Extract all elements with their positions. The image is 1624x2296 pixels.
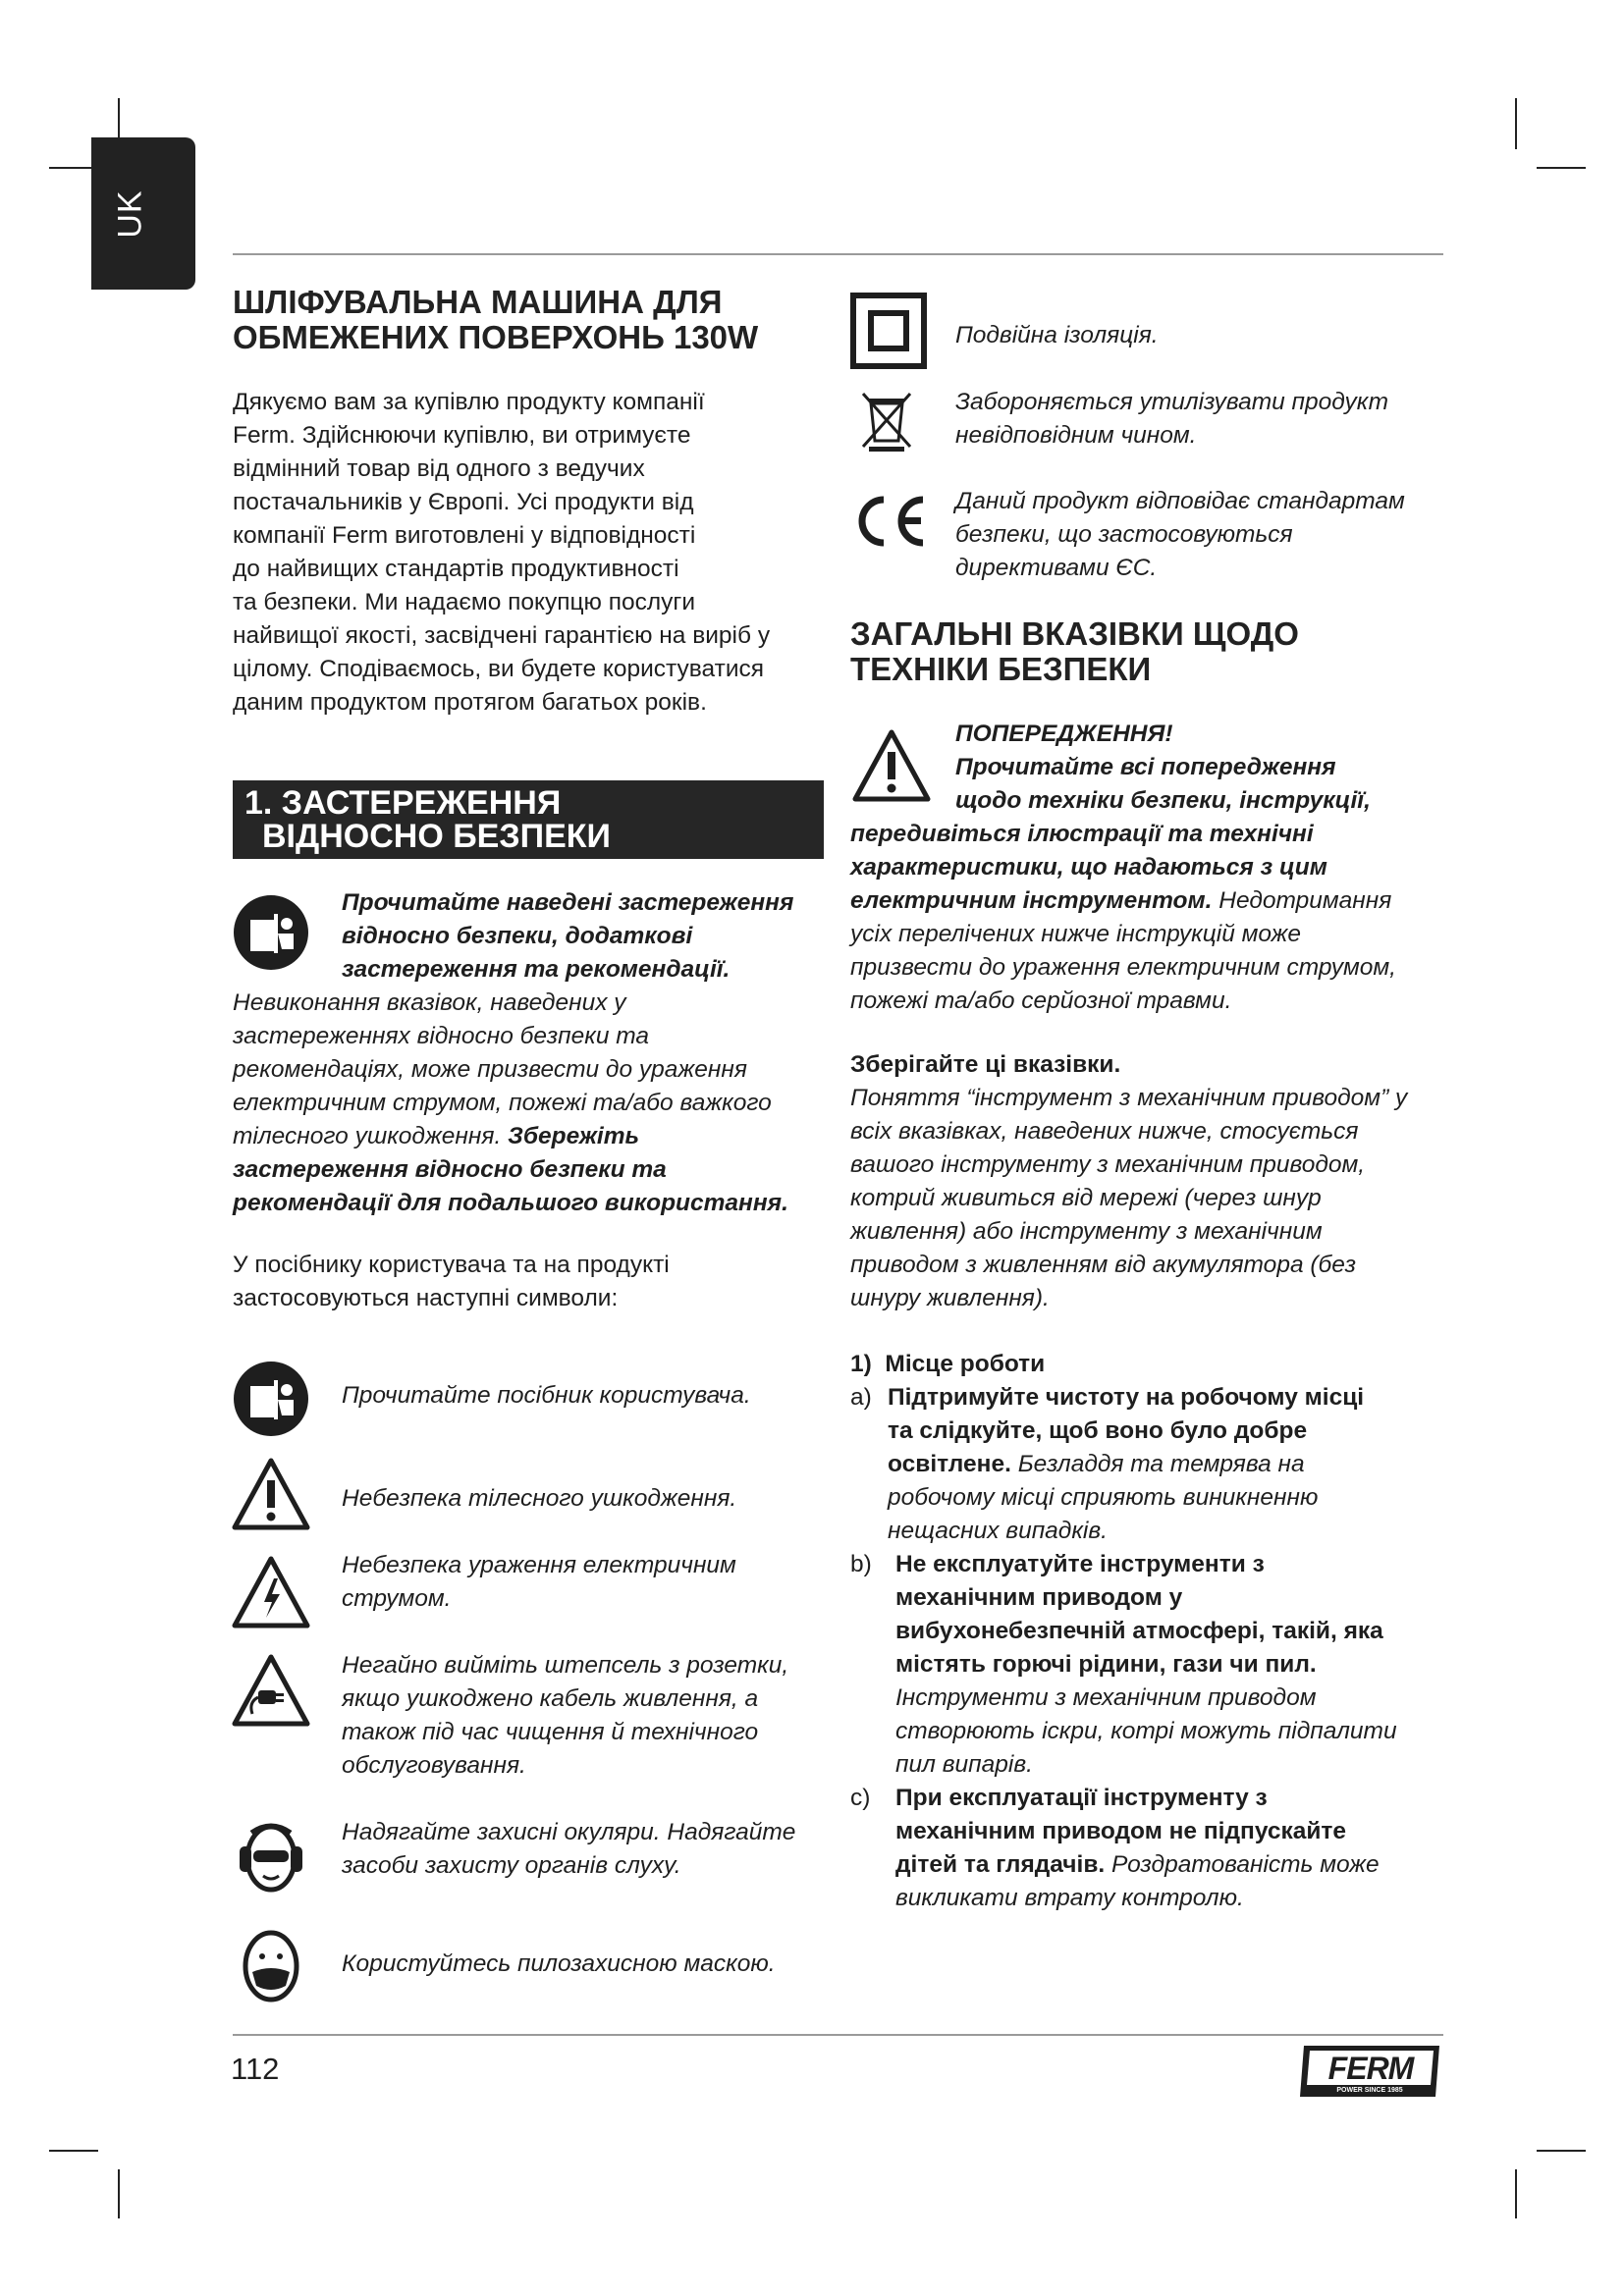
product-title: ШЛІФУВАЛЬНА МАШИНА ДЛЯ ОБМЕЖЕНИХ ПОВЕРХОНЬ 130W (233, 284, 759, 355)
symbol-text: Небезпека ураження електричним струмом. (342, 1552, 736, 1612)
keep-instructions-text: Поняття “інструмент з механічним приводом” у всіх вказівках, наведених нижче, стосується вашого інструменту з механічним приводом, котрий живиться від мережі (через шнур живлення) або інструменту з механічним приводом з живленням від акумулятора (без шнуру живлення). (850, 1085, 1408, 1311)
section-2-heading: ЗАГАЛЬНІ ВКАЗІВКИ ЩОДО ТЕХНІКИ БЕЗПЕКИ (850, 615, 1299, 687)
intro-paragraph: Дякуємо вам за купівлю продукту компанії Ferm. Здійснюючи купівлю, ви отримуєте відмінний товар від одного з ведучих постачальників у Європі. Усі продукти від компанії Ferm виготовлені у відповідності до найвищих стандартів продуктивності та безпеки. Ми надаємо покупцю послуги найвищої якості, засвідчені гарантією на виріб у цілому. Сподіваємось, ви будете користуватися даним продуктом протягом багатьох років. (233, 389, 771, 716)
crop-mark (118, 2169, 120, 2218)
page-number: 112 (231, 2052, 280, 2086)
dust-mask-icon (236, 1924, 306, 2006)
workplace-heading: 1) Місце роботи (850, 1351, 1046, 1377)
language-tab (91, 137, 195, 290)
manual-icon (232, 1360, 310, 1438)
crop-mark (49, 2150, 98, 2152)
ce-mark-icon (850, 489, 929, 554)
electric-shock-icon (230, 1553, 312, 1631)
symbol-text: Забороняється утилізувати продукт невідповідним чином. (955, 389, 1389, 449)
read-warning-bold: Прочитайте наведені застереження відносно безпеки, додаткові застереження та рекомендації. (342, 889, 794, 983)
crop-mark (1515, 2169, 1517, 2218)
goggles-ear-protection-icon (232, 1816, 310, 1898)
symbol-text: Прочитайте посібник користувача. (342, 1382, 751, 1409)
symbol-text: Надягайте захисні окуляри. Надягайте засоби захисту органів слуху. (342, 1819, 796, 1879)
symbol-text: Даний продукт відповідає стандартам безпеки, що застосовуються директивами ЄС. (955, 488, 1405, 581)
section-1-heading: 1. ЗАСТЕРЕЖЕННЯ ВІДНОСНО БЕЗПЕКИ (233, 780, 824, 859)
symbol-text: Користуйтесь пилозахисною маскою. (342, 1950, 776, 1977)
symbol-text: Негайно вийміть штепсель з розетки, якщо ушкоджено кабель живлення, а також під час чищення й технічного обслуговування. (342, 1652, 789, 1779)
list-item: b) Не експлуатуйте інструменти з механічним приводом у вибухонебезпечній атмосфері, такій, яка містять горючі рідини, гази чи пил. Інструменти з механічним приводом створюють іскри, котрі можуть підпалити пил випарів. (850, 1551, 1397, 1778)
general-warning-text: передивіться ілюстрації та технічні характеристики, що надаються з цим електричним інструментом. Недотримання усіх перелічених нижче інструкцій може призвести до ураження електричним струмом, пожежі та/або серйозної травми. (850, 821, 1396, 1014)
double-insulation-icon (850, 293, 927, 369)
warning-triangle-icon (850, 726, 933, 805)
list-item: c) При експлуатації інструменту з механічним приводом не підпускайте дітей та глядачів. Роздратованість може викликати втрату контролю. (850, 1785, 1380, 1911)
general-warning-bold: Прочитайте всі попередження щодо техніки безпеки, інструкції, (955, 754, 1371, 814)
header-rule (233, 253, 1443, 255)
keep-instructions-heading: Зберігайте ці вказівки. (850, 1051, 1121, 1078)
weee-bin-icon (856, 389, 917, 454)
symbol-text: Небезпека тілесного ушкодження. (342, 1485, 737, 1512)
read-warning-text: Невиконання вказівок, наведених у застереженнях відносно безпеки та рекомендаціях, може призвести до ураження електричним струмом, пожежі та/або важкого тілесного ушкодження. Збережіть застереження відносно безпеки та рекомендації для подальшого використання. (233, 989, 788, 1216)
manual-icon (232, 893, 310, 972)
list-item: a) Підтримуйте чистоту на робочому місці та слідкуйте, щоб воно було добре освітлене. Безладдя та темрява на робочому місці сприяють виникненню нещасних випадків. (850, 1384, 1365, 1544)
symbols-intro: У посібнику користувача та на продукті застосовуються наступні символи: (233, 1252, 670, 1311)
general-warning-heading: ПОПЕРЕДЖЕННЯ! (955, 721, 1173, 747)
warning-triangle-icon (230, 1455, 312, 1533)
language-code: UK (111, 189, 149, 239)
unplug-icon (230, 1651, 312, 1730)
symbol-text: Подвійна ізоляція. (955, 322, 1159, 348)
ferm-logo (1296, 2042, 1443, 2103)
crop-mark (1515, 98, 1517, 149)
crop-mark (1537, 167, 1586, 169)
logo-wordmark: FERM (1327, 2051, 1414, 2086)
footer-rule (233, 2034, 1443, 2036)
logo-tagline: POWER SINCE 1985 (1336, 2087, 1403, 2094)
crop-mark (1537, 2150, 1586, 2152)
